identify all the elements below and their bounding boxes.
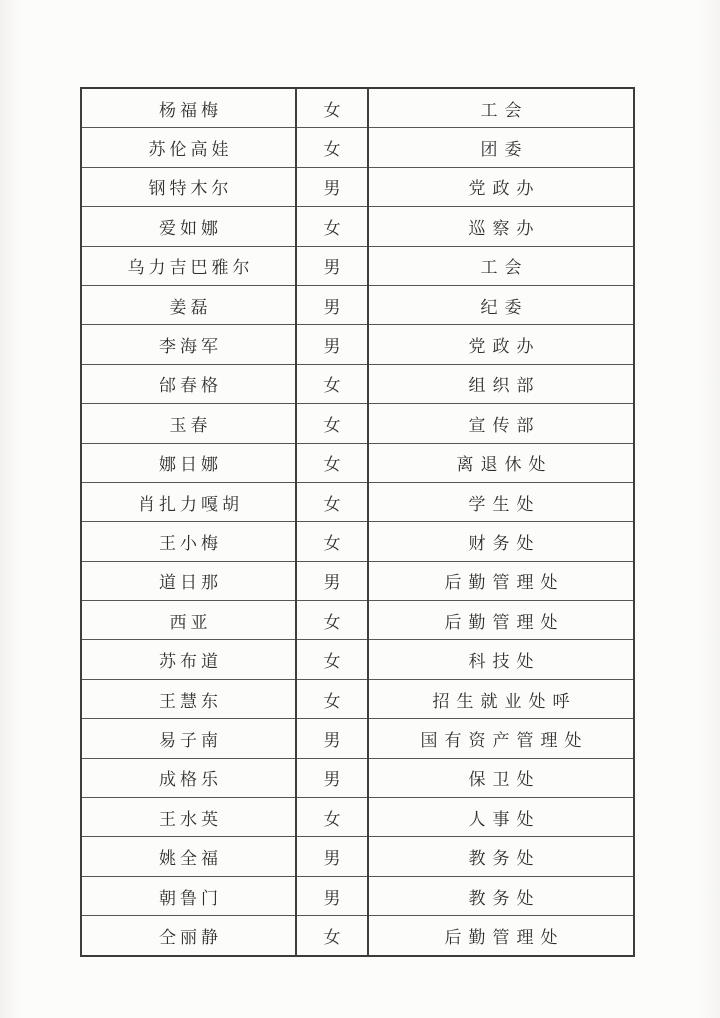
name-cell-text: 道日那	[159, 573, 222, 594]
department-cell-text: 工会	[480, 100, 529, 121]
table-row	[81, 482, 634, 521]
name-cell-text: 姜磊	[169, 297, 212, 318]
table-row	[81, 443, 634, 482]
personnel-table	[80, 87, 635, 957]
name-cell-text: 乌力吉巴雅尔	[127, 258, 254, 279]
gender-cell-text: 女	[323, 100, 341, 121]
gender-cell-text: 男	[323, 849, 341, 870]
department-cell-text: 人事处	[468, 809, 541, 830]
name-cell-text: 王慧东	[159, 691, 222, 712]
gender-cell	[296, 404, 368, 443]
department-cell	[368, 916, 634, 956]
gender-cell-text: 男	[323, 770, 341, 791]
department-cell-text: 党政办	[468, 179, 541, 200]
name-cell	[81, 167, 296, 206]
department-cell	[368, 798, 634, 837]
name-cell	[81, 679, 296, 718]
personnel-table-body	[81, 88, 634, 956]
gender-cell	[296, 837, 368, 876]
department-cell	[368, 522, 634, 561]
name-cell-text: 王水英	[159, 809, 222, 830]
department-cell-text: 后勤管理处	[444, 927, 565, 948]
gender-cell-text: 女	[323, 691, 341, 712]
gender-cell-text: 女	[323, 533, 341, 554]
name-cell-text: 杨福梅	[159, 100, 222, 121]
table-row	[81, 679, 634, 718]
department-cell	[368, 404, 634, 443]
gender-cell-text: 女	[323, 494, 341, 515]
gender-cell	[296, 285, 368, 324]
gender-cell-text: 女	[323, 809, 341, 830]
name-cell-text: 娜日娜	[159, 455, 222, 476]
name-cell	[81, 443, 296, 482]
table-row	[81, 758, 634, 797]
table-row	[81, 640, 634, 679]
table-row	[81, 285, 634, 324]
name-cell	[81, 719, 296, 758]
name-cell-text: 仝丽静	[159, 927, 222, 948]
name-cell	[81, 88, 296, 128]
gender-cell	[296, 325, 368, 364]
department-cell-text: 组织部	[468, 376, 541, 397]
name-cell-text: 肖扎力嘎胡	[138, 494, 243, 515]
table-row	[81, 837, 634, 876]
gender-cell-text: 男	[323, 337, 341, 358]
department-cell	[368, 876, 634, 915]
gender-cell-text: 女	[323, 376, 341, 397]
gender-cell	[296, 88, 368, 128]
gender-cell-text: 女	[323, 415, 341, 436]
department-cell-text: 团委	[480, 140, 529, 161]
gender-cell	[296, 482, 368, 521]
name-cell	[81, 285, 296, 324]
gender-cell	[296, 916, 368, 956]
gender-cell-text: 男	[323, 573, 341, 594]
name-cell-text: 成格乐	[159, 770, 222, 791]
name-cell-text: 易子南	[159, 730, 222, 751]
name-cell-text: 苏伦高娃	[148, 140, 233, 161]
gender-cell-text: 男	[323, 297, 341, 318]
department-cell	[368, 443, 634, 482]
table-row	[81, 88, 634, 128]
table-row	[81, 916, 634, 956]
table-row	[81, 522, 634, 561]
gender-cell-text: 男	[323, 888, 341, 909]
table-row	[81, 128, 634, 167]
department-cell	[368, 601, 634, 640]
name-cell-text: 邰春格	[159, 376, 222, 397]
department-cell	[368, 325, 634, 364]
name-cell-text: 苏布道	[159, 652, 222, 673]
table-row	[81, 325, 634, 364]
department-cell	[368, 246, 634, 285]
name-cell	[81, 758, 296, 797]
table-row	[81, 876, 634, 915]
table-row	[81, 601, 634, 640]
department-cell-text: 科技处	[468, 652, 541, 673]
table-row	[81, 561, 634, 600]
gender-cell	[296, 522, 368, 561]
department-cell-text: 纪委	[480, 297, 529, 318]
gender-cell	[296, 246, 368, 285]
gender-cell-text: 女	[323, 455, 341, 476]
name-cell	[81, 246, 296, 285]
department-cell-text: 招生就业处呼	[432, 691, 577, 712]
table-row	[81, 719, 634, 758]
name-cell-text: 李海军	[159, 337, 222, 358]
department-cell-text: 离退休处	[456, 455, 553, 476]
department-cell	[368, 364, 634, 403]
table-row	[81, 404, 634, 443]
gender-cell-text: 女	[323, 927, 341, 948]
name-cell	[81, 640, 296, 679]
department-cell-text: 工会	[480, 258, 529, 279]
name-cell	[81, 522, 296, 561]
gender-cell	[296, 128, 368, 167]
gender-cell-text: 女	[323, 218, 341, 239]
name-cell	[81, 482, 296, 521]
gender-cell-text: 男	[323, 258, 341, 279]
name-cell-text: 钢特木尔	[148, 179, 233, 200]
department-cell	[368, 285, 634, 324]
name-cell	[81, 837, 296, 876]
table-row	[81, 246, 634, 285]
department-cell-text: 保卫处	[468, 770, 541, 791]
name-cell-text: 爱如娜	[159, 218, 222, 239]
department-cell	[368, 128, 634, 167]
name-cell-text: 姚全福	[159, 849, 222, 870]
name-cell	[81, 876, 296, 915]
gender-cell-text: 女	[323, 652, 341, 673]
department-cell	[368, 640, 634, 679]
department-cell-text: 财务处	[468, 533, 541, 554]
name-cell	[81, 601, 296, 640]
gender-cell	[296, 561, 368, 600]
gender-cell	[296, 640, 368, 679]
department-cell-text: 巡察办	[468, 218, 541, 239]
name-cell	[81, 128, 296, 167]
department-cell	[368, 482, 634, 521]
gender-cell-text: 女	[323, 612, 341, 633]
name-cell	[81, 404, 296, 443]
gender-cell	[296, 719, 368, 758]
gender-cell	[296, 443, 368, 482]
gender-cell	[296, 167, 368, 206]
department-cell	[368, 88, 634, 128]
gender-cell-text: 男	[323, 730, 341, 751]
department-cell-text: 学生处	[468, 494, 541, 515]
gender-cell	[296, 207, 368, 246]
department-cell-text: 宣传部	[468, 415, 541, 436]
department-cell	[368, 758, 634, 797]
department-cell	[368, 167, 634, 206]
name-cell	[81, 798, 296, 837]
gender-cell	[296, 758, 368, 797]
table-row	[81, 798, 634, 837]
department-cell	[368, 719, 634, 758]
department-cell	[368, 679, 634, 718]
department-cell-text: 教务处	[468, 849, 541, 870]
name-cell-text: 西亚	[169, 612, 212, 633]
gender-cell	[296, 364, 368, 403]
department-cell-text: 后勤管理处	[444, 573, 565, 594]
department-cell-text: 党政办	[468, 337, 541, 358]
gender-cell	[296, 798, 368, 837]
name-cell	[81, 916, 296, 956]
gender-cell-text: 男	[323, 179, 341, 200]
gender-cell	[296, 601, 368, 640]
name-cell	[81, 561, 296, 600]
table-row	[81, 364, 634, 403]
table-row	[81, 167, 634, 206]
name-cell	[81, 325, 296, 364]
table-row	[81, 207, 634, 246]
gender-cell	[296, 876, 368, 915]
department-cell	[368, 561, 634, 600]
department-cell	[368, 207, 634, 246]
department-cell-text: 国有资产管理处	[420, 730, 589, 751]
department-cell-text: 后勤管理处	[444, 612, 565, 633]
name-cell-text: 玉春	[169, 415, 212, 436]
department-cell-text: 教务处	[468, 888, 541, 909]
name-cell-text: 朝鲁门	[159, 888, 222, 909]
gender-cell-text: 女	[323, 140, 341, 161]
name-cell-text: 王小梅	[159, 533, 222, 554]
name-cell	[81, 364, 296, 403]
name-cell	[81, 207, 296, 246]
gender-cell	[296, 679, 368, 718]
department-cell	[368, 837, 634, 876]
